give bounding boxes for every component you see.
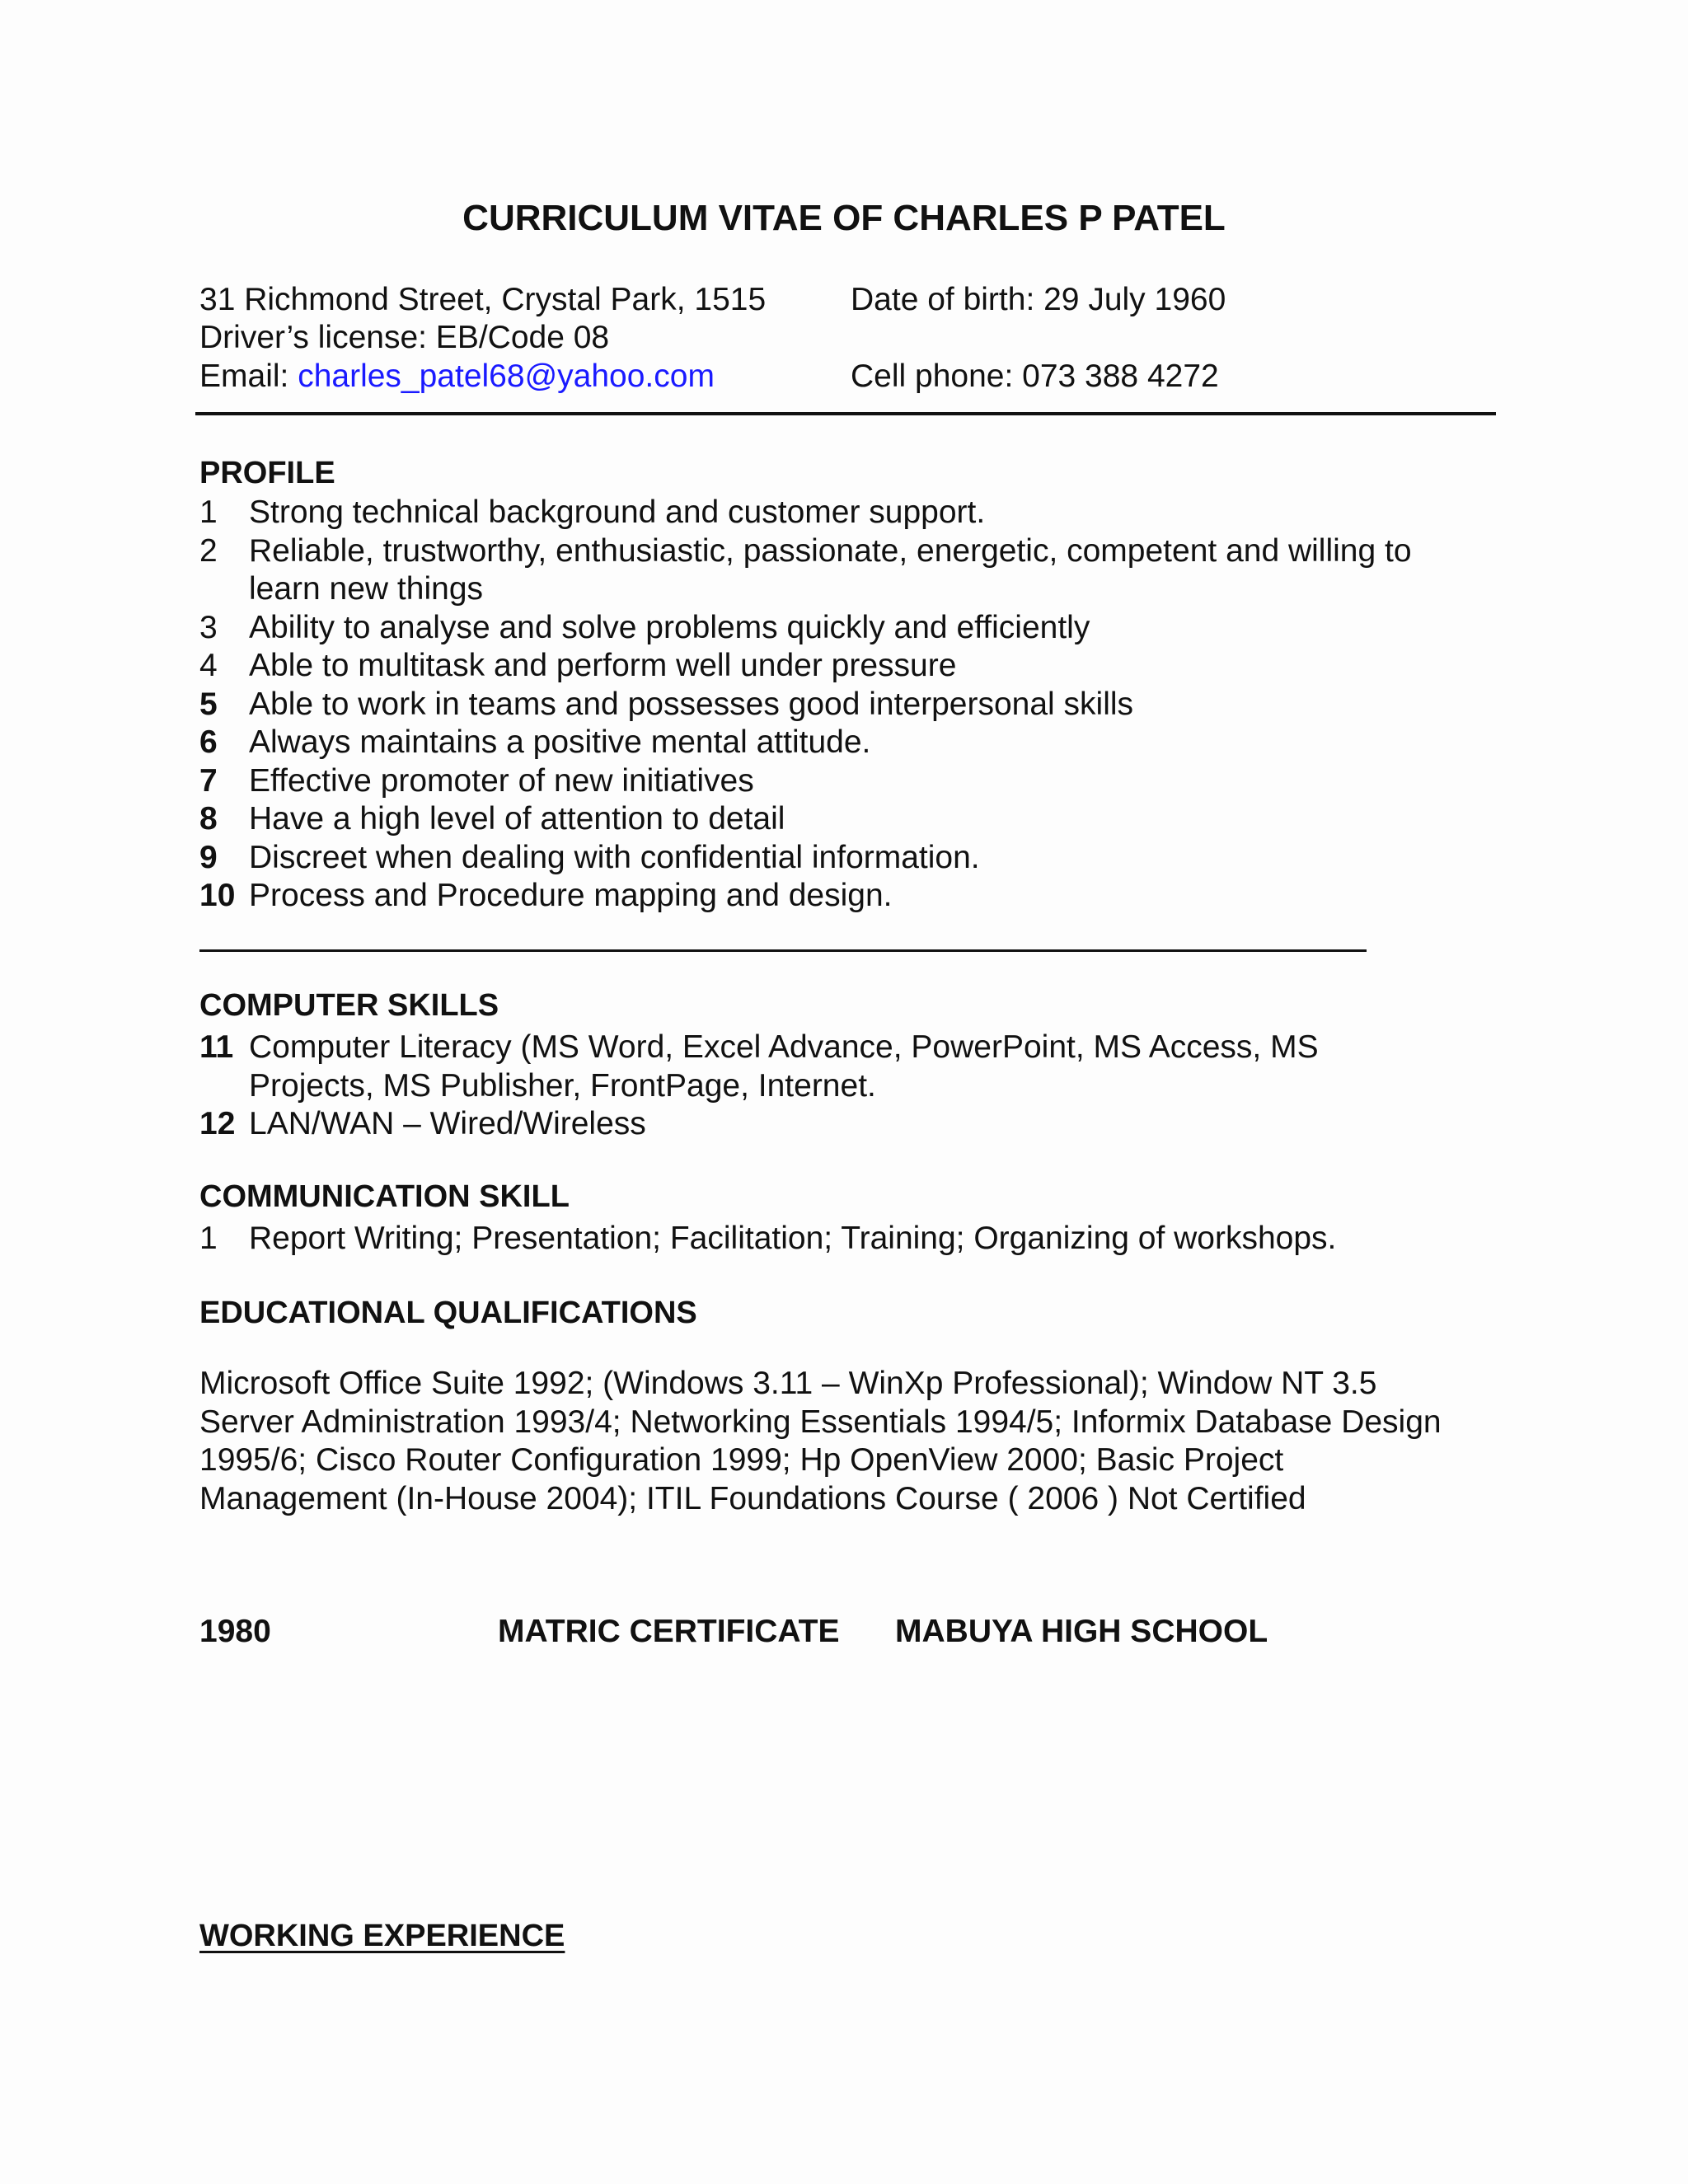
list-item-line: Have a high level of attention to detail bbox=[249, 801, 785, 837]
list-item bbox=[199, 647, 1412, 686]
list-item-line: Computer Literacy (MS Word, Excel Advance, PowerPoint, MS Access, MS bbox=[249, 1029, 1319, 1065]
list-item-line: Report Writing; Presentation; Facilitation; Training; Organizing of workshops. bbox=[249, 1221, 1337, 1256]
communication-skill-list bbox=[199, 1220, 1336, 1258]
profile-list bbox=[199, 494, 1412, 916]
list-item-number: 5 bbox=[199, 686, 218, 722]
list-item bbox=[199, 494, 1412, 532]
date-of-birth: Date of birth: 29 July 1960 bbox=[851, 282, 1226, 317]
list-item-line: Able to multitask and perform well under pressure bbox=[249, 648, 957, 683]
email-label: Email: bbox=[199, 359, 298, 394]
drivers-license: Driver’s license: EB/Code 08 bbox=[199, 320, 610, 355]
computer-skills-list bbox=[199, 1029, 1319, 1144]
list-item-line: Ability to analyse and solve problems quickly and efficiently bbox=[249, 609, 1090, 645]
header-divider bbox=[195, 412, 1496, 415]
education-line: 1995/6; Cisco Router Configuration 1999; Hp OpenView 2000; Basic Project bbox=[199, 1442, 1284, 1478]
list-item bbox=[199, 1029, 1319, 1105]
matric-school: MABUYA HIGH SCHOOL bbox=[895, 1614, 1268, 1649]
list-item-line: LAN/WAN – Wired/Wireless bbox=[249, 1106, 646, 1141]
list-item-line: Discreet when dealing with confidential information. bbox=[249, 839, 980, 875]
list-item-line: Effective promoter of new initiatives bbox=[249, 762, 754, 799]
list-item bbox=[199, 686, 1412, 724]
education-paragraph bbox=[199, 1365, 1518, 1518]
list-item-line: Reliable, trustworthy, enthusiastic, passionate, energetic, competent and willing to bbox=[249, 532, 1412, 569]
list-item bbox=[199, 877, 1412, 916]
matric-certificate: MATRIC CERTIFICATE bbox=[498, 1614, 840, 1649]
educational-qualifications-heading: EDUCATIONAL QUALIFICATIONS bbox=[199, 1296, 697, 1330]
list-item-text bbox=[249, 532, 1412, 609]
list-item-number: 12 bbox=[199, 1106, 236, 1141]
email-line bbox=[199, 358, 715, 396]
list-item-number: 1 bbox=[199, 494, 218, 530]
list-item-number: 11 bbox=[199, 1029, 234, 1065]
list-item-line: Always maintains a positive mental attitude. bbox=[249, 724, 871, 760]
profile-divider bbox=[199, 949, 1367, 952]
education-line: Server Administration 1993/4; Networking Essentials 1994/5; Informix Database Design bbox=[199, 1404, 1442, 1440]
list-item-number: 8 bbox=[199, 801, 218, 837]
address: 31 Richmond Street, Crystal Park, 1515 bbox=[199, 282, 767, 317]
profile-heading: PROFILE bbox=[199, 456, 335, 490]
list-item-text bbox=[249, 647, 956, 686]
list-item bbox=[199, 724, 1412, 762]
cell-phone: Cell phone: 073 388 4272 bbox=[851, 359, 1219, 394]
list-item-number: 4 bbox=[199, 648, 218, 683]
page-title: CURRICULUM VITAE OF CHARLES P PATEL bbox=[462, 198, 1226, 238]
list-item-text bbox=[249, 494, 985, 532]
list-item bbox=[199, 839, 1412, 878]
list-item-text bbox=[249, 877, 893, 916]
list-item bbox=[199, 532, 1412, 609]
list-item-number: 6 bbox=[199, 724, 218, 760]
list-item-number: 1 bbox=[199, 1221, 218, 1256]
list-item-number: 9 bbox=[199, 839, 218, 875]
list-item-text bbox=[249, 686, 1133, 724]
list-item-line: Able to work in teams and possesses good interpersonal skills bbox=[249, 686, 1134, 722]
list-item-text bbox=[249, 839, 980, 878]
list-item-text bbox=[249, 800, 785, 839]
computer-skills-heading: COMPUTER SKILLS bbox=[199, 988, 499, 1023]
list-item-text bbox=[249, 724, 870, 762]
list-item bbox=[199, 609, 1412, 648]
list-item bbox=[199, 1105, 1319, 1144]
education-line: Microsoft Office Suite 1992; (Windows 3.11 – WinXp Professional); Window NT 3.5 bbox=[199, 1366, 1377, 1401]
email-link[interactable]: charles_patel68@yahoo.com bbox=[298, 359, 715, 394]
list-item-number: 2 bbox=[199, 532, 218, 569]
list-item-line: learn new things bbox=[249, 571, 484, 607]
list-item-text bbox=[249, 1220, 1336, 1258]
list-item bbox=[199, 1220, 1336, 1258]
list-item-text bbox=[249, 1029, 1319, 1105]
working-experience-heading: WORKING EXPERIENCE bbox=[199, 1919, 565, 1953]
education-line: Management (In-House 2004); ITIL Foundations Course ( 2006 ) Not Certified bbox=[199, 1480, 1306, 1516]
list-item-text bbox=[249, 762, 754, 801]
list-item-line: Projects, MS Publisher, FrontPage, Internet. bbox=[249, 1067, 876, 1104]
list-item-text bbox=[249, 1105, 646, 1144]
list-item bbox=[199, 800, 1412, 839]
list-item bbox=[199, 762, 1412, 801]
communication-skill-heading: COMMUNICATION SKILL bbox=[199, 1179, 570, 1214]
list-item-line: Strong technical background and customer support. bbox=[249, 494, 986, 530]
list-item-number: 3 bbox=[199, 609, 218, 645]
list-item-number: 7 bbox=[199, 762, 218, 799]
matric-year: 1980 bbox=[199, 1614, 271, 1649]
list-item-line: Process and Procedure mapping and design. bbox=[249, 878, 893, 913]
list-item-text bbox=[249, 609, 1090, 648]
list-item-number: 10 bbox=[199, 878, 236, 913]
